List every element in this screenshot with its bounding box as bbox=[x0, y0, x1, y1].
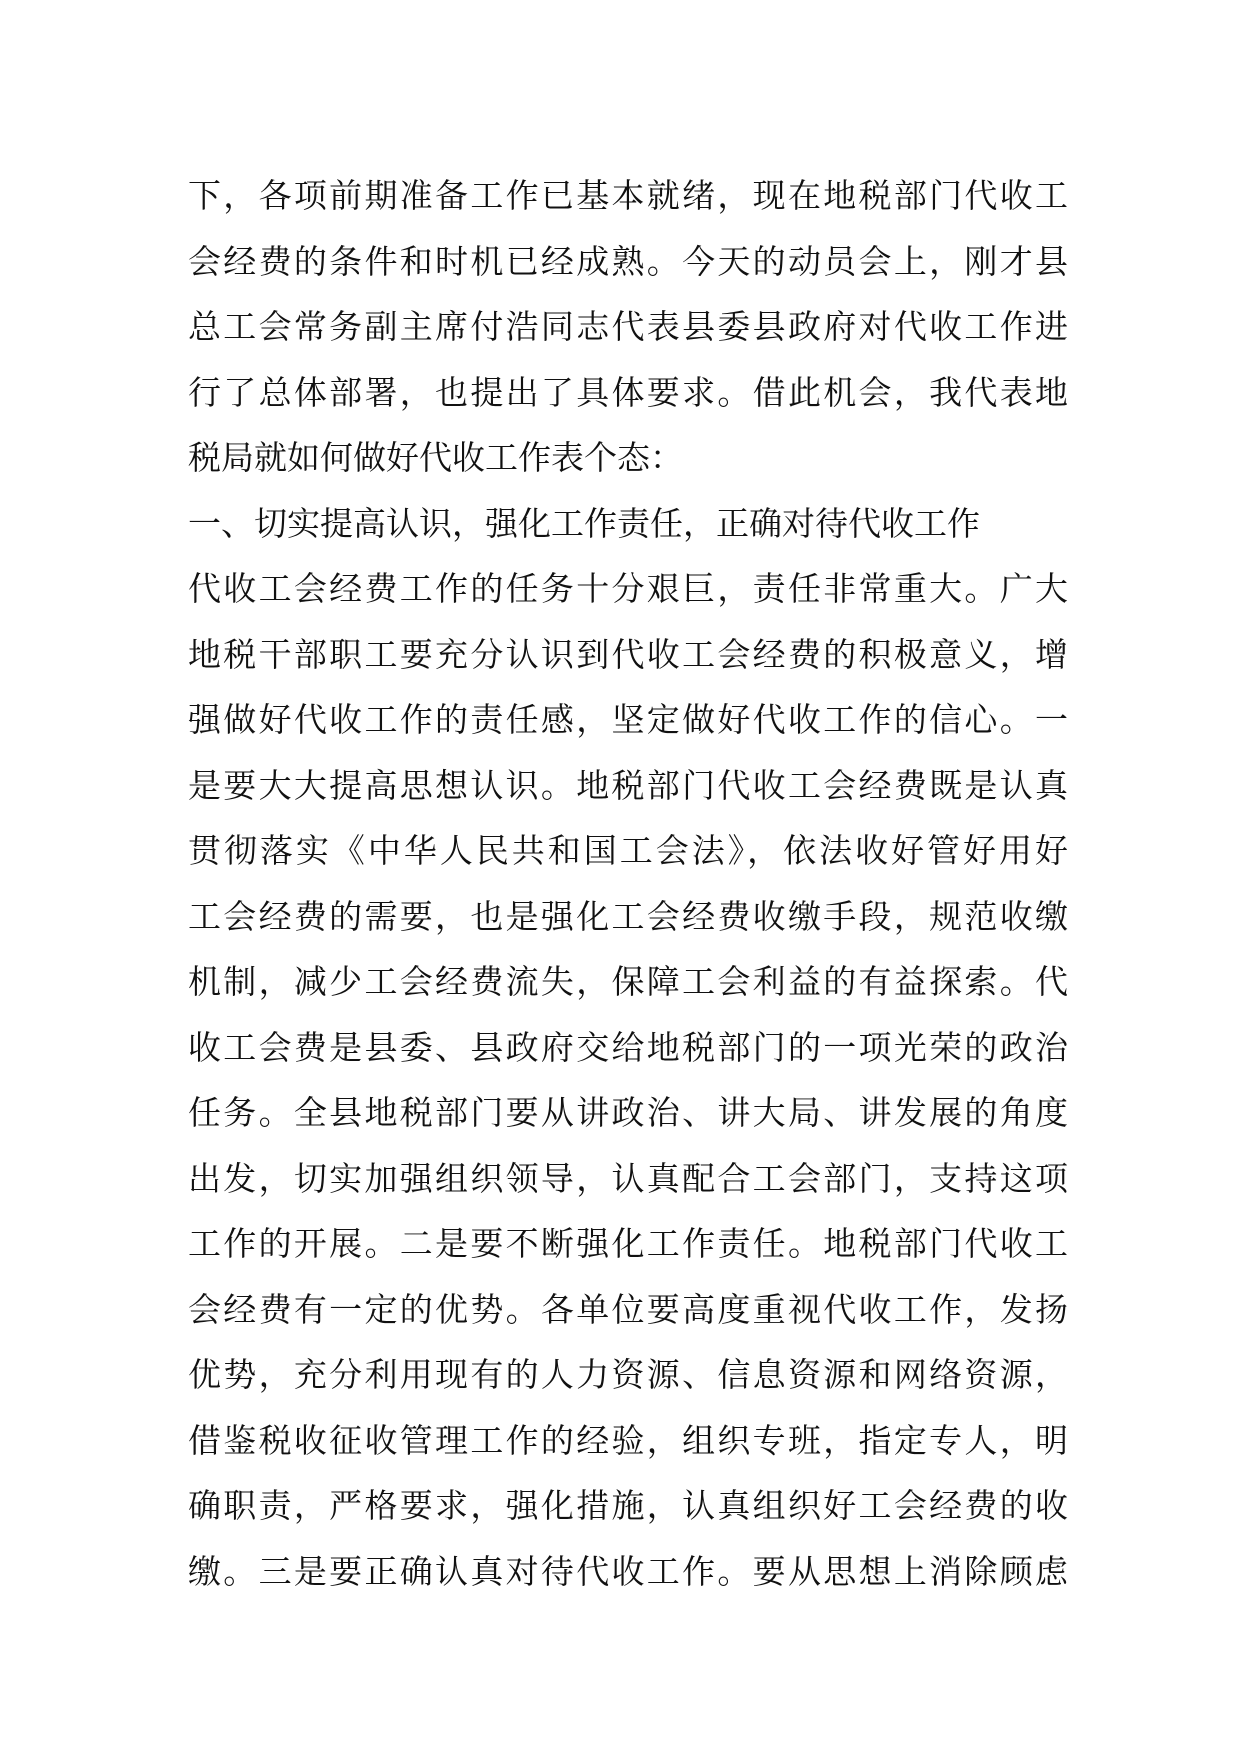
body-line: 贯彻落实《中华人民共和国工会法》，依法收好管好用好 bbox=[188, 831, 1068, 870]
body-line: 代收工会经费工作的任务十分艰巨，责任非常重大。广大 bbox=[188, 569, 1068, 608]
body-line: 是要大大提高思想认识。地税部门代收工会经费既是认真 bbox=[188, 765, 1068, 805]
body-line: 会经费的条件和时机已经成熟。今天的动员会上，刚才县 bbox=[188, 241, 1068, 281]
body-line: 确职责，严格要求，强化措施，认真组织好工会经费的收 bbox=[188, 1486, 1068, 1525]
body-line: 地税干部职工要充分认识到代收工会经费的积极意义，增 bbox=[188, 634, 1068, 674]
body-line: 工作的开展。二是要不断强化工作责任。地税部门代收工 bbox=[188, 1224, 1068, 1263]
body-line: 税局就如何做好代收工作表个态： bbox=[188, 438, 683, 477]
body-line: 总工会常务副主席付浩同志代表县委县政府对代收工作进 bbox=[188, 307, 1068, 346]
body-line: 任务。全县地税部门要从讲政治、讲大局、讲发展的角度 bbox=[188, 1093, 1068, 1132]
body-line: 借鉴税收征收管理工作的经验，组织专班，指定专人，明 bbox=[188, 1420, 1068, 1460]
body-line: 下，各项前期准备工作已基本就绪，现在地税部门代收工 bbox=[188, 176, 1068, 215]
body-line: 机制，减少工会经费流失，保障工会利益的有益探索。代 bbox=[188, 962, 1068, 1001]
body-line: 出发，切实加强组织领导，认真配合工会部门，支持这项 bbox=[188, 1158, 1068, 1198]
document-body bbox=[188, 163, 1068, 1604]
body-line: 会经费有一定的优势。各单位要高度重视代收工作，发扬 bbox=[188, 1289, 1068, 1329]
body-line: 优势，充分利用现有的人力资源、信息资源和网络资源， bbox=[188, 1355, 1068, 1394]
body-line: 强做好代收工作的责任感，坚定做好代收工作的信心。一 bbox=[188, 700, 1068, 739]
section-heading: 一、切实提高认识，强化工作责任，正确对待代收工作 bbox=[188, 503, 980, 543]
body-line: 工会经费的需要，也是强化工会经费收缴手段，规范收缴 bbox=[188, 896, 1068, 936]
body-line: 缴。三是要正确认真对待代收工作。要从思想上消除顾虑 bbox=[188, 1551, 1068, 1591]
body-line: 收工会费是县委、县政府交给地税部门的一项光荣的政治 bbox=[188, 1027, 1068, 1067]
body-line: 行了总体部署，也提出了具体要求。借此机会，我代表地 bbox=[188, 372, 1068, 412]
